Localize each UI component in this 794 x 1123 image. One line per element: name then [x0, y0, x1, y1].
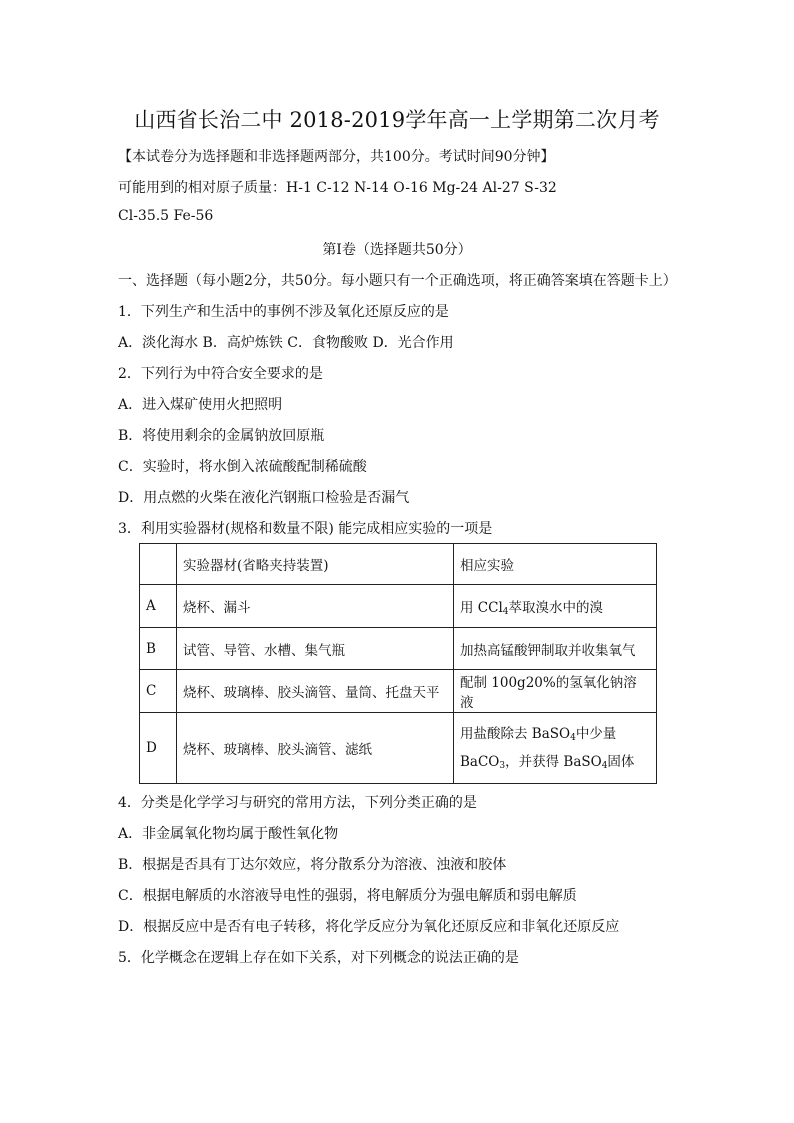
- q4-option-d: D．根据反应中是否有电子转移，将化学反应分为氧化还原反应和非氧化还原反应: [118, 919, 620, 935]
- row-label: D: [140, 713, 177, 784]
- q2-option-b: B．将使用剩余的金属钠放回原瓶: [118, 428, 325, 444]
- q2-option-d: D．用点燃的火柴在液化汽钢瓶口检验是否漏气: [118, 490, 410, 506]
- formula-text: 中少量: [575, 726, 617, 742]
- table-header-row: [140, 544, 657, 585]
- q2-option-c: C．实验时，将水倒入浓硫酸配制稀硫酸: [118, 459, 367, 475]
- row-label: C: [140, 670, 177, 713]
- formula-text: BaCO: [460, 754, 500, 770]
- q3-stem: 3．利用实验器材(规格和数量不限) 能完成相应实验的一项是: [118, 521, 493, 537]
- q4-option-c: C．根据电解质的水溶液导电性的强弱，将电解质分为强电解质和弱电解质: [118, 888, 577, 904]
- atomic-mass-line-1: 可能用到的相对原子质量：H-1 C-12 N-14 O-16 Mg-24 Al-27 S-32: [118, 180, 557, 196]
- formula-text: 固体: [607, 754, 635, 770]
- subscript: 4: [502, 607, 509, 617]
- q1-stem: 1．下列生产和生活中的事例不涉及氧化还原反应的是: [118, 304, 449, 320]
- table-header-equipment: 实验器材(省略夹持装置): [177, 544, 454, 585]
- row-experiment: 配制 100g20%的氢氧化钠溶液: [454, 670, 657, 713]
- formula-text: 用盐酸除去 BaSO: [460, 726, 571, 742]
- subscript: 4: [601, 761, 608, 771]
- q3-table: [139, 543, 657, 784]
- row-experiment: [454, 713, 657, 784]
- row-equipment: 烧杯、漏斗: [177, 585, 454, 628]
- row-label: A: [140, 585, 177, 628]
- part-heading: 一、选择题（每小题2分，共50分。每小题只有一个正确选项，将正确答案填在答题卡上）: [118, 273, 677, 289]
- formula-text: ，并获得 BaSO: [505, 754, 602, 770]
- experiment-line-2: [460, 748, 650, 776]
- table-header-blank: [140, 544, 177, 585]
- q4-option-a: A．非金属氧化物均属于酸性氧化物: [118, 826, 339, 842]
- row-experiment: 加热高锰酸钾制取并收集氧气: [454, 628, 657, 670]
- q4-option-b: B．根据是否具有丁达尔效应，将分散系分为溶液、浊液和胶体: [118, 857, 507, 873]
- formula-text: 萃取溴水中的溴: [508, 600, 604, 616]
- row-equipment: 烧杯、玻璃棒、胶头滴管、量筒、托盘天平: [177, 670, 454, 713]
- table-header-experiment: 相应实验: [454, 544, 657, 585]
- subscript: 4: [570, 733, 576, 743]
- exam-intro: 【本试卷分为选择题和非选择题两部分，共100分。考试时间90分钟】: [118, 149, 555, 165]
- row-label: B: [140, 628, 177, 670]
- section-title: 第Ⅰ卷（选择题共50分）: [322, 242, 472, 258]
- subscript: 3: [499, 761, 506, 771]
- q4-stem: 4．分类是化学学习与研究的常用方法，下列分类正确的是: [118, 795, 477, 811]
- table-row: [140, 670, 657, 713]
- row-experiment: [454, 585, 657, 628]
- table-row: [140, 628, 657, 670]
- q5-stem: 5．化学概念在逻辑上存在如下关系，对下列概念的说法正确的是: [118, 950, 519, 966]
- table-row: [140, 713, 657, 784]
- row-equipment: 烧杯、玻璃棒、胶头滴管、滤纸: [177, 713, 454, 784]
- exam-title: 山西省长治二中 2018-2019学年高一上学期第二次月考: [134, 108, 660, 132]
- experiment-line-1: [460, 720, 650, 748]
- table-row: [140, 585, 657, 628]
- q2-option-a: A．进入煤矿使用火把照明: [118, 397, 283, 413]
- q2-stem: 2．下列行为中符合安全要求的是: [118, 366, 323, 382]
- formula-text: 用 CCl: [460, 600, 503, 616]
- atomic-mass-line-2: Cl-35.5 Fe-56: [118, 208, 214, 224]
- row-equipment: 试管、导管、水槽、集气瓶: [177, 628, 454, 670]
- q1-options: A．淡化海水 B．高炉炼铁 C．食物酸败 D．光合作用: [118, 335, 454, 351]
